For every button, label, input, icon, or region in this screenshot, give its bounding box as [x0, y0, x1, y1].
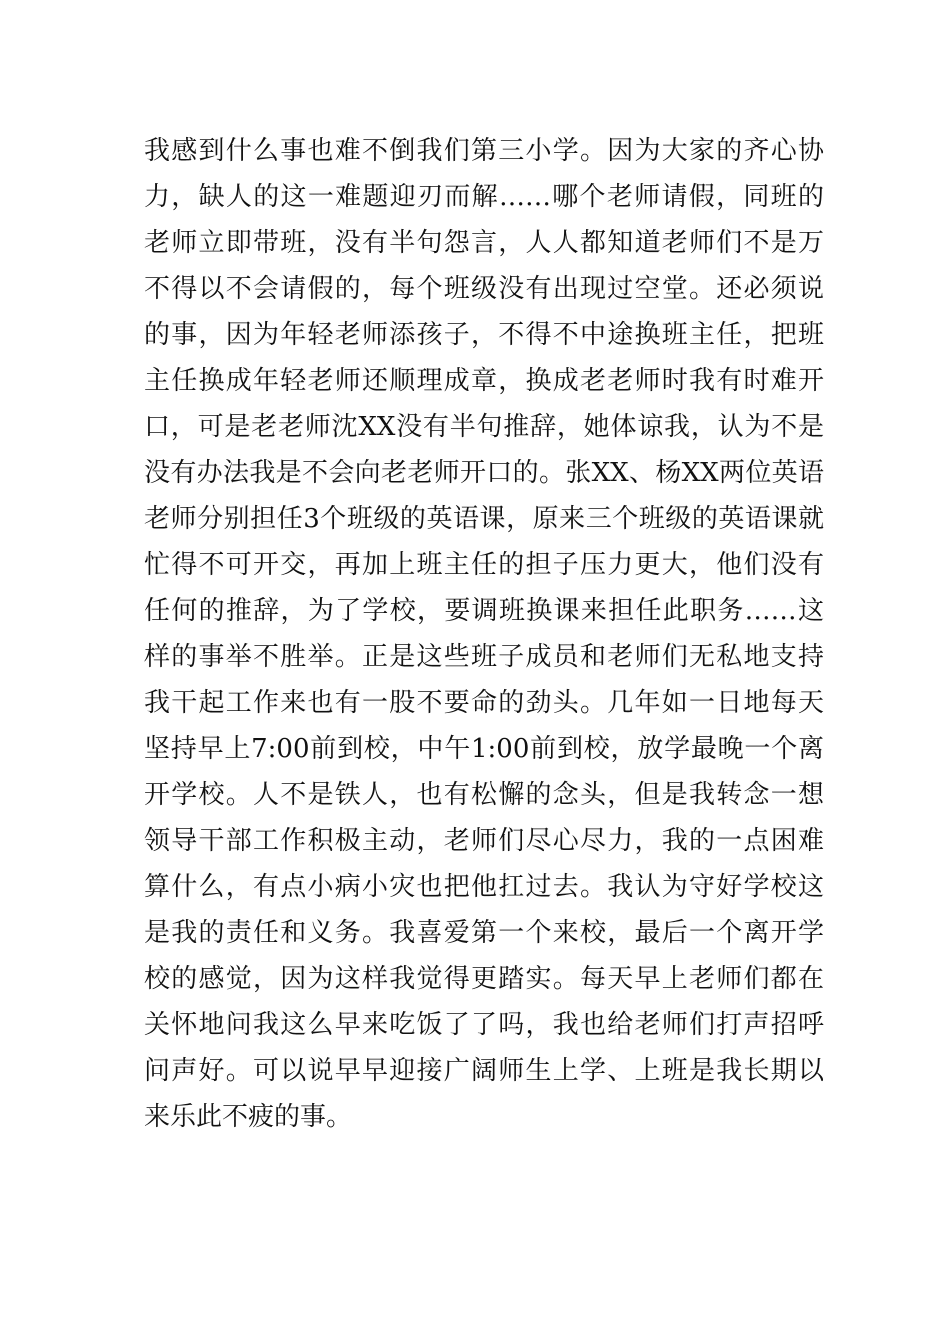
text-line: 样的事举不胜举。正是这些班子成员和老师们无私地支持	[144, 642, 824, 672]
text-line: 开学校。人不是铁人，也有松懈的念头，但是我转念一想	[144, 780, 824, 810]
text-line: 的事，因为年轻老师添孩子，不得不中途换班主任，把班	[144, 320, 824, 350]
text-line: 不得以不会请假的，每个班级没有出现过空堂。还必须说	[144, 274, 824, 304]
text-line: 我干起工作来也有一股不要命的劲头。几年如一日地每天	[144, 688, 824, 718]
text-line: 领导干部工作积极主动，老师们尽心尽力，我的一点困难	[144, 826, 824, 856]
text-line: 力，缺人的这一难题迎刃而解……哪个老师请假，同班的	[144, 182, 824, 212]
text-line: 忙得不可开交，再加上班主任的担子压力更大，他们没有	[144, 550, 824, 580]
body-text	[144, 128, 824, 1140]
text-line: 算什么，有点小病小灾也把他扛过去。我认为守好学校这	[144, 872, 824, 902]
text-line: 口，可是老老师沈XX没有半句推辞，她体谅我，认为不是	[144, 412, 824, 442]
text-line: 没有办法我是不会向老老师开口的。张XX、杨XX两位英语	[144, 458, 824, 488]
text-line: 校的感觉，因为这样我觉得更踏实。每天早上老师们都在	[144, 964, 824, 994]
text-line: 问声好。可以说早早迎接广阔师生上学、上班是我长期以	[144, 1056, 824, 1086]
text-line: 坚持早上7:00前到校，中午1:00前到校，放学最晚一个离	[144, 734, 824, 764]
text-line: 关怀地问我这么早来吃饭了了吗，我也给老师们打声招呼	[144, 1010, 824, 1040]
text-line: 老师立即带班，没有半句怨言，人人都知道老师们不是万	[144, 228, 824, 258]
text-line: 我感到什么事也难不倒我们第三小学。因为大家的齐心协	[144, 136, 824, 166]
text-line: 是我的责任和义务。我喜爱第一个来校，最后一个离开学	[144, 918, 824, 948]
text-line: 任何的推辞，为了学校，要调班换课来担任此职务……这	[144, 596, 824, 626]
text-line: 主任换成年轻老师还顺理成章，换成老老师时我有时难开	[144, 366, 824, 396]
text-line: 老师分别担任3个班级的英语课，原来三个班级的英语课就	[144, 504, 824, 534]
text-line: 来乐此不疲的事。	[144, 1102, 353, 1132]
